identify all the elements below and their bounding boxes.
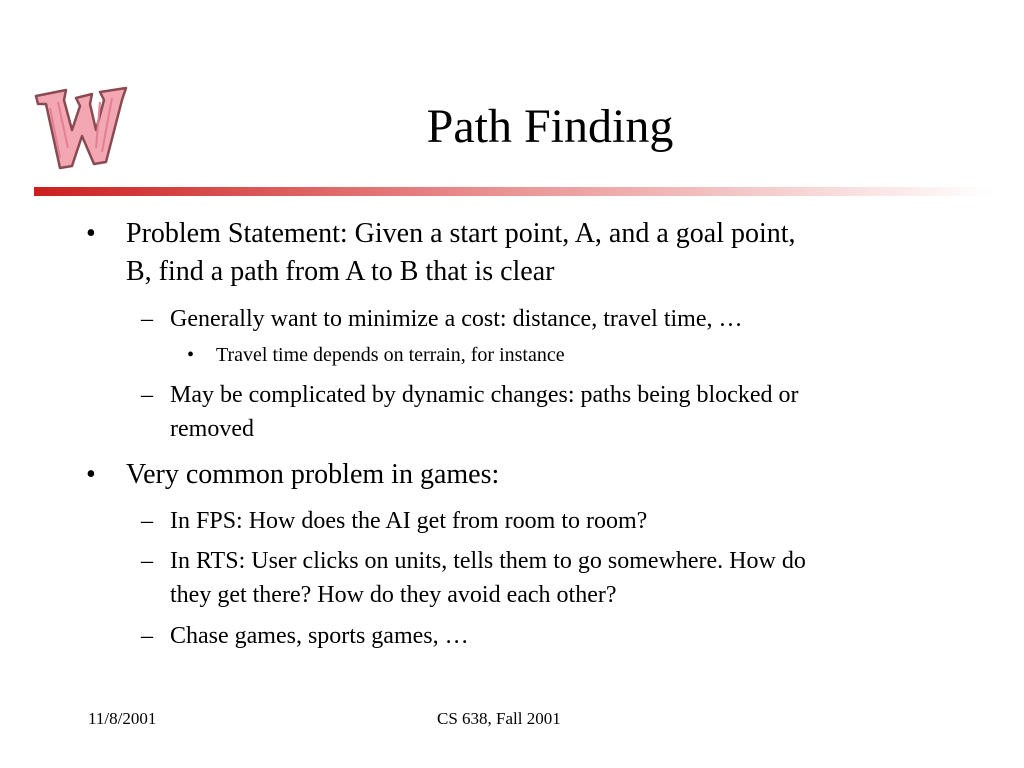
bullet-text: Problem Statement: Given a start point, A, and a goal point, [126,218,796,249]
sub-bullet-text: In FPS: How does the AI get from room to room? [170,508,648,534]
sub-sub-bullet-text: Travel time depends on terrain, for instance [216,344,565,366]
footer-course: CS 638, Fall 2001 [437,709,561,728]
sub-bullet-marker: – [141,382,153,408]
sub-bullet-marker: – [141,623,153,649]
bullet-marker: • [86,218,96,249]
sub-bullet-marker: – [141,306,153,332]
slide-title: Path Finding [426,100,674,153]
sub-bullet-text: removed [170,416,254,442]
sub-sub-bullet-marker: • [187,344,195,366]
bullet-text: B, find a path from A to B that is clear [126,256,555,287]
sub-bullet-text: Chase games, sports games, … [170,623,469,649]
bullet-text: Very common problem in games: [126,459,500,490]
bullet-marker: • [86,459,96,490]
sub-bullet-marker: – [141,508,153,534]
footer-date: 11/8/2001 [88,709,157,728]
sub-bullet-marker: – [141,548,153,574]
sub-bullet-text: In RTS: User clicks on units, tells them to go somewhere. How do [170,548,806,574]
sub-bullet-text: Generally want to minimize a cost: distance, travel time, … [170,306,743,332]
sub-bullet-text: May be complicated by dynamic changes: paths being blocked or [170,382,799,408]
sub-bullet-text: they get there? How do they avoid each other? [170,582,617,608]
